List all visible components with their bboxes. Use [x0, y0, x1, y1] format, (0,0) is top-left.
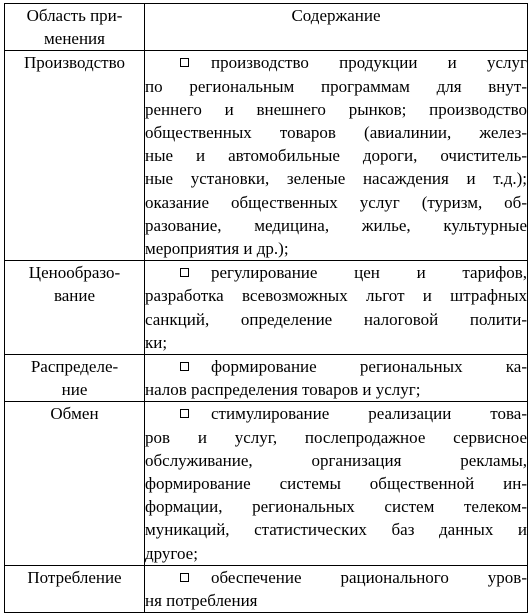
content-text: производство продукции и услуг: [211, 53, 527, 73]
content-line: [145, 566, 527, 589]
table-row: [5, 402, 528, 565]
regional-policy-table: [4, 3, 528, 613]
content-line: разработка всевозможных льгот и штрафных: [145, 286, 527, 306]
table-row: [5, 355, 528, 402]
row-area-label-line-1: Ценообразо-: [28, 263, 121, 283]
row-area-label-line-1: Распределе-: [30, 357, 119, 377]
content-line: [145, 51, 527, 74]
column-header-content: [145, 4, 528, 51]
row-area-label: Производство: [23, 53, 126, 73]
content-line: ные и автомобильные дороги, очиститель-: [145, 146, 527, 166]
square-bullet-icon: [180, 268, 189, 277]
content-text: стимулирование реализации това-: [211, 404, 527, 424]
content-line: [145, 402, 527, 425]
content-line: оказание общественных услуг (туризм, об-: [145, 192, 527, 212]
content-line: формирование системы общественной ин-: [145, 474, 527, 494]
content-text: обеспечение рационального уров-: [211, 567, 527, 587]
row-content-cell: [145, 565, 528, 612]
row-area-cell: [5, 565, 145, 612]
row-area-cell: [5, 261, 145, 355]
column-header-area-line-1: Область при-: [26, 6, 123, 25]
table-row: [5, 261, 528, 355]
content-text: регулирование цен и тарифов,: [211, 263, 527, 283]
row-area-cell: [5, 51, 145, 261]
content-line: общественных товаров (авиалинии, желез-: [145, 123, 527, 143]
square-bullet-icon: [180, 58, 189, 67]
row-area-label: Обмен: [50, 404, 99, 424]
content-line: реннего и внешнего рынков; производство: [145, 99, 527, 119]
content-line: санкций, определение налоговой полити-: [145, 309, 527, 329]
row-area-label: Потребление: [27, 567, 122, 587]
content-line: мероприятия и др.);: [145, 239, 289, 259]
table-row: [5, 565, 528, 612]
content-line: ня потребления: [145, 591, 258, 611]
square-bullet-icon: [180, 409, 189, 418]
content-line: другое;: [145, 543, 198, 563]
square-bullet-icon: [180, 573, 189, 582]
row-content-cell: [145, 51, 528, 261]
square-bullet-icon: [180, 362, 189, 371]
content-line: налов распределения товаров и услуг;: [145, 380, 421, 400]
content-line: ки;: [145, 332, 168, 352]
content-line: муникаций, статистических баз данных и: [145, 520, 527, 540]
content-line: разование, медицина, жилье, культурные: [145, 215, 527, 235]
row-content-cell: [145, 355, 528, 402]
column-header-area: [5, 4, 145, 51]
content-line: обслуживание, организация рекламы,: [145, 450, 527, 470]
row-area-cell: [5, 355, 145, 402]
content-line: [145, 355, 527, 378]
content-line: ные установки, зеленые насаждения и т.д.);: [145, 169, 527, 189]
content-line: ров и услуг, послепродажное сервисное: [145, 427, 527, 447]
row-area-cell: [5, 402, 145, 565]
column-header-area-line-2: менения: [44, 29, 105, 49]
column-header-content-label: Содержание: [291, 6, 381, 25]
row-content-cell: [145, 261, 528, 355]
content-text: формирование региональных ка-: [211, 357, 527, 377]
table-header-row: [5, 4, 528, 51]
content-line: формации, региональных систем телеком-: [145, 497, 527, 517]
content-line: [145, 261, 527, 284]
row-area-label-line-2: вание: [53, 286, 96, 306]
row-area-label-line-2: ние: [61, 380, 88, 400]
row-content-cell: [145, 402, 528, 565]
content-line: по региональным программам для внут-: [145, 76, 527, 96]
table-row: [5, 51, 528, 261]
